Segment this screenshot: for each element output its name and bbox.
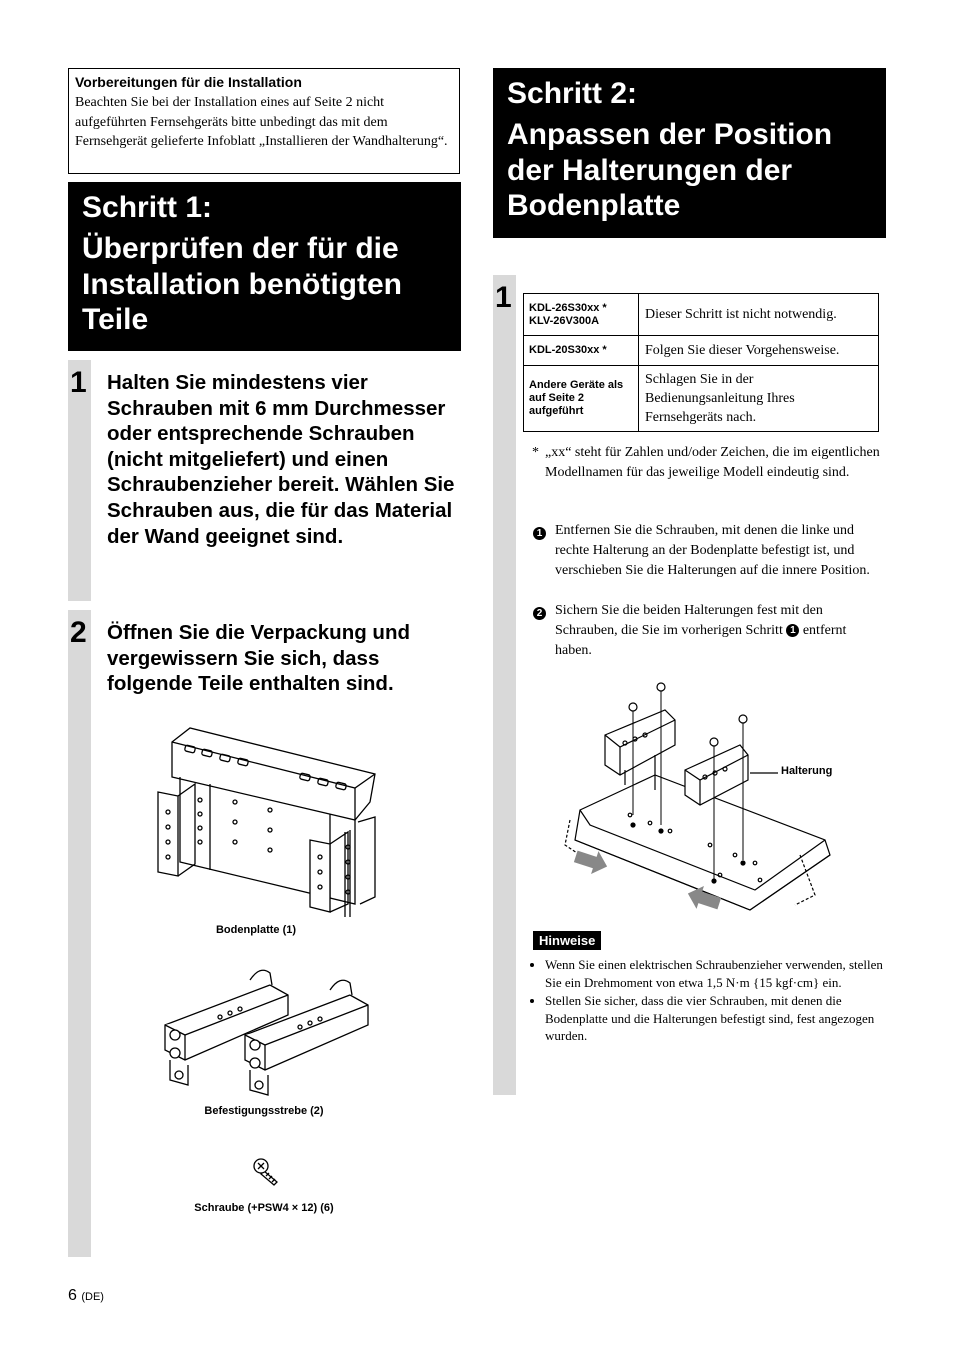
caption-screw: Schraube (+PSW4 × 12) (6) (194, 1202, 334, 1214)
notes-list (532, 956, 897, 1046)
hinweise-tag: Hinweise (533, 931, 601, 950)
step2-item1-bar (493, 275, 516, 1095)
list-item: • Wenn Sie einen elektrischen Schraubenzieher verwenden, stellen Sie ein Drehmoment von etwa 1,5 N·m {15 kgf·cm} ein. (545, 956, 897, 991)
label-halterung: Halterung (781, 765, 833, 777)
step1-item2-text: Öffnen Sie die Verpackung und vergewissern Sie sich, dass folgende Teile enthalten sind. (107, 621, 410, 696)
description-cell: Schlagen Sie in der Bedienungsanleitung Ihres Fernsehgeräts nach. (639, 366, 879, 432)
footnote-text: „xx“ steht für Zahlen und/oder Zeichen, die im eigentlichen Modellnamen für das jeweilige Modell eindeutig sind. (545, 445, 880, 480)
step1-header (68, 182, 461, 351)
step1-item1-text: Halten Sie mindestens vier Schrauben mit 6 mm Durchmesser oder entsprechende Schrauben (nicht mitgeliefert) und einen Schraubenzieher bereit. Wählen Sie Schrauben aus, die für das Material der Wand geeignet sind. (107, 371, 455, 548)
step1-title: Überprüfen der für die Installation benötigten Teile (82, 232, 402, 336)
preparation-title: Vorbereitungen für die Installation (75, 74, 302, 90)
page-number: 6 (DE) (68, 1287, 104, 1304)
substep1-text: Entfernen Sie die Schrauben, mit denen die linke und rechte Halterung an der Bodenplatte befestigt ist, und verschieben Sie die Halterungen auf die innere Position. (555, 523, 870, 578)
model-table (523, 293, 879, 432)
step1-label: Schritt 1: (82, 191, 213, 224)
table-row (524, 294, 879, 336)
step1-item2-number: 2 (70, 616, 87, 649)
description-cell: Dieser Schritt ist nicht notwendig. (639, 294, 879, 336)
footnote-mark: * (532, 445, 539, 460)
screw-icon (252, 1157, 282, 1187)
step-ref-marker: 1 (786, 624, 799, 637)
step2-label: Schritt 2: (507, 77, 638, 110)
preparation-box (68, 68, 460, 174)
step2-title: Anpassen der Position der Halterungen der Bodenplatte (507, 118, 833, 222)
caption-base-plate: Bodenplatte (1) (215, 924, 297, 936)
model-cell: KDL-20S30xx * (524, 336, 639, 366)
step1-item1-number: 1 (70, 366, 87, 399)
list-item: • Stellen Sie sicher, dass die vier Schrauben, mit denen die Bodenplatte und die Halterungen befestigt sind, fest angezogen wurden. (545, 992, 897, 1045)
substep2-text: Sichern Sie die beiden Halterungen fest mit den Schrauben, die Sie im vorherigen Schritt 1 entfernt haben. (555, 603, 847, 658)
substep1-marker: 1 (533, 524, 546, 542)
model-cell: KDL-26S30xx * KLV-26V300A (524, 294, 639, 336)
table-row (524, 336, 879, 366)
strut-illustration (160, 965, 375, 1100)
preparation-text: Beachten Sie bei der Installation eines auf Seite 2 nicht aufgeführten Fernsehgeräts bitte unbedingt das mit dem Fernsehgerät gelieferte Infoblatt „Installieren der Wandhalterung“. (75, 95, 448, 149)
caption-strut: Befestigungsstrebe (2) (204, 1105, 324, 1117)
table-row (524, 366, 879, 432)
step1-item2-bar (68, 610, 91, 1257)
model-cell: Andere Geräte als auf Seite 2 aufgeführt (524, 366, 639, 432)
step2-item1-number: 1 (495, 281, 512, 314)
base-plate-illustration (150, 722, 390, 927)
step2-header (493, 68, 886, 238)
description-cell: Folgen Sie dieser Vorgehensweise. (639, 336, 879, 366)
bracket-adjustment-diagram (560, 675, 840, 920)
substep2-marker: 2 (533, 604, 546, 622)
